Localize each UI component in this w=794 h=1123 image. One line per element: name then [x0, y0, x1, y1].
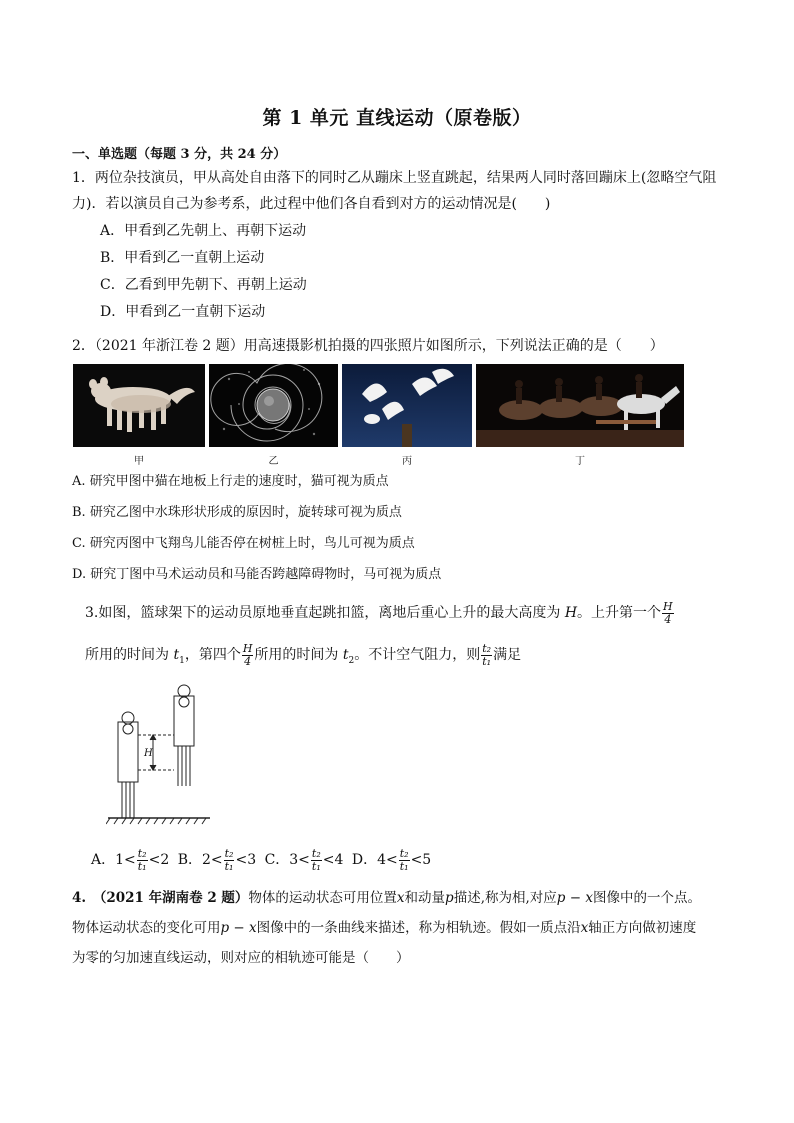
q1-stem-line1: 1．两位杂技演员，甲从高处自由落下的同时乙从蹦床上竖直跳起，结果两人同时落回蹦床上(忽略空气阻	[72, 170, 717, 186]
q2-option-b: B. 研究乙图中水珠形状形成的原因时，旋转球可视为质点	[72, 505, 402, 520]
q1-option-d: D．甲看到乙一直朝下运动	[100, 304, 266, 320]
caption-yi: 乙	[268, 456, 279, 467]
photo-cat	[73, 364, 205, 447]
section-heading: 一、单选题（每题 3 分，共 24 分）	[72, 147, 287, 162]
q3-ratio-t2-t1: $\frac{\text{t₂}}{\text{t₁}}$	[482, 641, 492, 668]
q1-option-a: A．甲看到乙先朝上、再朝下运动	[100, 223, 307, 239]
photo-bird	[342, 364, 472, 447]
q4-source: 4. （2021 年湖南卷 2 题）	[72, 890, 249, 906]
q3-var-h: H	[564, 605, 578, 621]
q3-text-5: 所用的时间为	[254, 647, 343, 663]
caption-ding: 丁	[575, 456, 585, 467]
q3-text-4: ，第四个	[184, 647, 241, 663]
photo-spinning-ball	[209, 364, 338, 447]
q3-option-b: B．2< $\frac{\text{t₂}}{\text{t₁}}$ <3	[177, 846, 257, 873]
q2-option-d: D. 研究丁图中马术运动员和马能否跨越障碍物时，马可视为质点	[72, 567, 442, 582]
caption-bing: 丙	[402, 456, 412, 467]
page-title: 第 1 单元 直线运动（原卷版）	[262, 107, 532, 129]
q3-options	[91, 845, 431, 875]
q1-option-b: B．甲看到乙一直朝上运动	[100, 250, 265, 266]
basketball-jump-diagram	[106, 682, 216, 830]
q3-stem-line2: 所用的时间为 $t_1$，第四个 $\frac{H}{4}$ 所用的时间为 $t_2$。不计空气阻力，则 $\frac{\text{t₂}}{\text{t₁}}$ 满足	[85, 641, 522, 668]
q3-text-7: 满足	[493, 647, 522, 663]
q4-stem-line2: 物体运动状态的变化可用p − x图像中的一条曲线来描述，称为相轨迹。假如一质点沿x轴正方向做初速度	[72, 920, 697, 936]
q3-text-1: 3.如图，篮球架下的运动员原地垂直起跳扣篮，离地后重心上升的最大高度为	[85, 605, 565, 621]
q3-fraction-h-over-4: $\frac{H}{4}$	[663, 599, 673, 626]
q3-text-2: 。上升第一个	[577, 605, 662, 621]
q3-option-a: A．1< $\frac{\text{t₂}}{\text{t₁}}$ <2	[91, 846, 170, 873]
q1-option-c: C．乙看到甲先朝下、再朝上运动	[100, 277, 307, 293]
q3-text-3: 所用的时间为	[85, 647, 174, 663]
q3-stem-line1	[85, 598, 675, 628]
q3-text-6: 。不计空气阻力，则	[354, 647, 481, 663]
q1-stem-line2: 力)．若以演员自己为参考系，此过程中他们各自看到对方的运动情况是( )	[72, 196, 551, 212]
q3-fraction-h-over-4-second: $\frac{H}{4}$	[242, 641, 253, 668]
q2-option-a: A. 研究甲图中猫在地板上行走的速度时，猫可视为质点	[72, 474, 389, 489]
q4-stem-line3: 为零的匀加速直线运动，则对应的相轨迹可能是（ ）	[72, 950, 410, 966]
q2-option-c: C. 研究丙图中飞翔鸟儿能否停在树桩上时，鸟儿可视为质点	[72, 536, 415, 551]
diagram-h-label: H	[144, 748, 153, 759]
q4-stem-line1: 4. （2021 年湖南卷 2 题）物体的运动状态可用位置x和动量p描述,称为相,对应p − x图像中的一个点。	[72, 890, 701, 906]
q2-stem: 2．（2021 年浙江卷 2 题）用高速摄影机拍摄的四张照片如图所示，下列说法正确的是（ ）	[72, 338, 664, 354]
q3-option-d: D．4< $\frac{\text{t₂}}{\text{t₁}}$ <5	[351, 846, 432, 873]
caption-jia: 甲	[134, 456, 144, 467]
photo-horse-rider	[476, 364, 684, 447]
q3-option-c: C．3< $\frac{\text{t₂}}{\text{t₁}}$ <4	[264, 846, 344, 873]
